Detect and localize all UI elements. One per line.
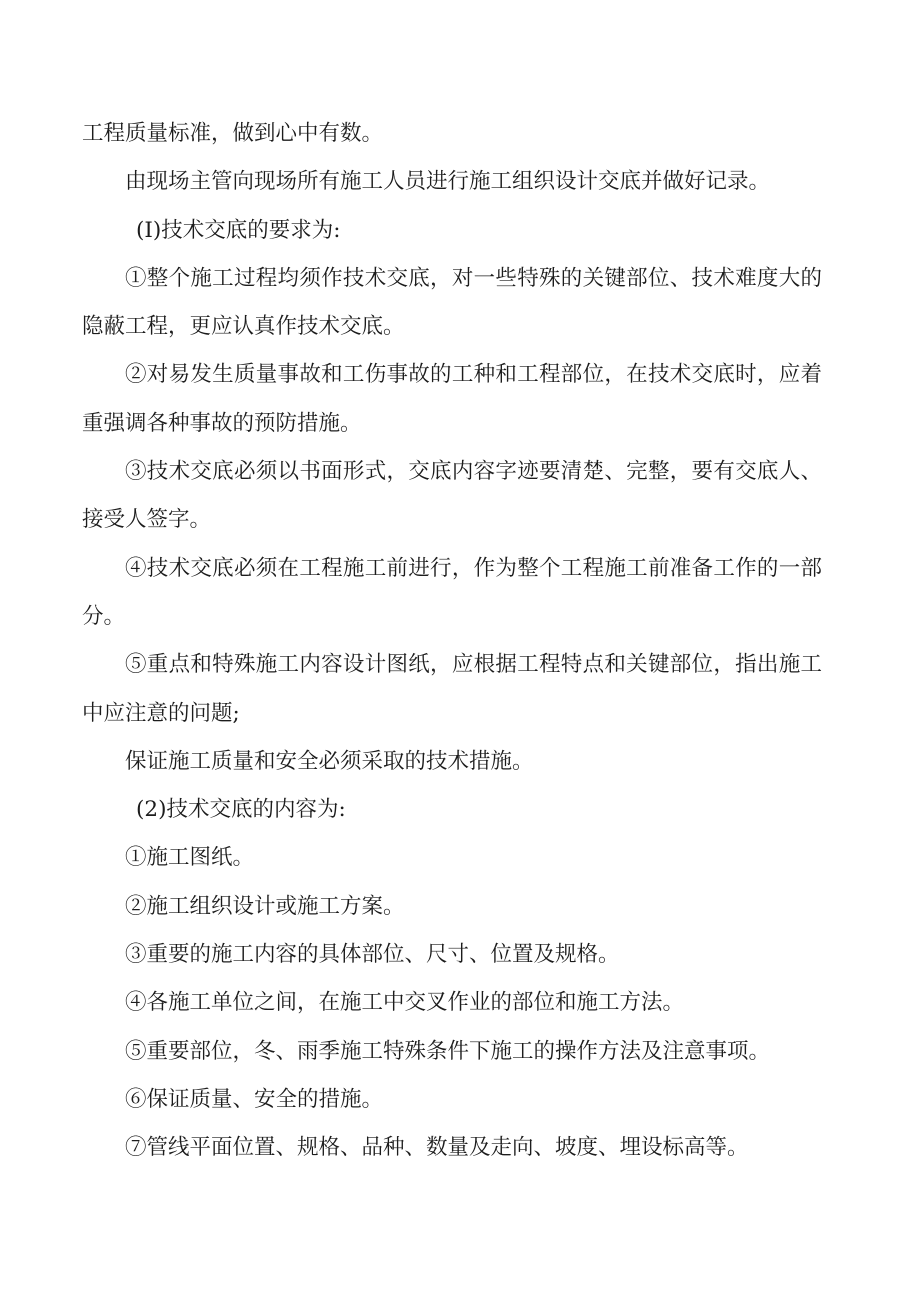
paragraph-safety-measures: 保证施工质量和安全必须采取的技术措施。: [125, 748, 534, 774]
content-item-5: ⑤重要部位，冬、雨季施工特殊条件下施工的操作方法及注意事项。: [125, 1038, 771, 1064]
content-item-6: ⑥保证质量、安全的措施。: [125, 1086, 384, 1112]
requirement-item-3: ③技术交底必须以书面形式，交底内容字迹要清楚、完整，要有交底人、接受人签字。: [82, 459, 822, 533]
paragraph-intro: 由现场主管向现场所有施工人员进行施工组织设计交底并做好记录。: [125, 169, 771, 195]
content-item-7: ⑦管线平面位置、规格、品种、数量及走向、坡度、埋设标高等。: [125, 1135, 749, 1161]
content-item-4: ④各施工单位之间，在施工中交叉作业的部位和施工方法。: [125, 990, 685, 1016]
document-body: [82, 110, 822, 1173]
paragraph-continuation: 工程质量标准，做到心中有数。: [82, 121, 384, 146]
section-heading-contents: (2)技术交底的内容为:: [136, 797, 346, 823]
content-item-1: ①施工图纸。: [125, 845, 255, 871]
requirement-item-2: ②对易发生质量事故和工伤事故的工种和工程部位，在技术交底时，应着重强调各种事故的预防措施。: [82, 362, 822, 436]
requirement-item-1: ①整个施工过程均须作技术交底，对一些特殊的关键部位、技术难度大的隐蔽工程，更应认真作技术交底。: [82, 265, 822, 340]
section-heading-requirements: (I)技术交底的要求为:: [136, 217, 341, 243]
requirement-item-5: ⑤重点和特殊施工内容设计图纸，应根据工程特点和关键部位，指出施工中应注意的问题;: [82, 652, 822, 726]
content-item-2: ②施工组织设计或施工方案。: [125, 893, 405, 919]
requirement-item-4: ④技术交底必须在工程施工前进行，作为整个工程施工前准备工作的一部分。: [82, 555, 822, 629]
content-item-3: ③重要的施工内容的具体部位、尺寸、位置及规格。: [125, 942, 620, 968]
